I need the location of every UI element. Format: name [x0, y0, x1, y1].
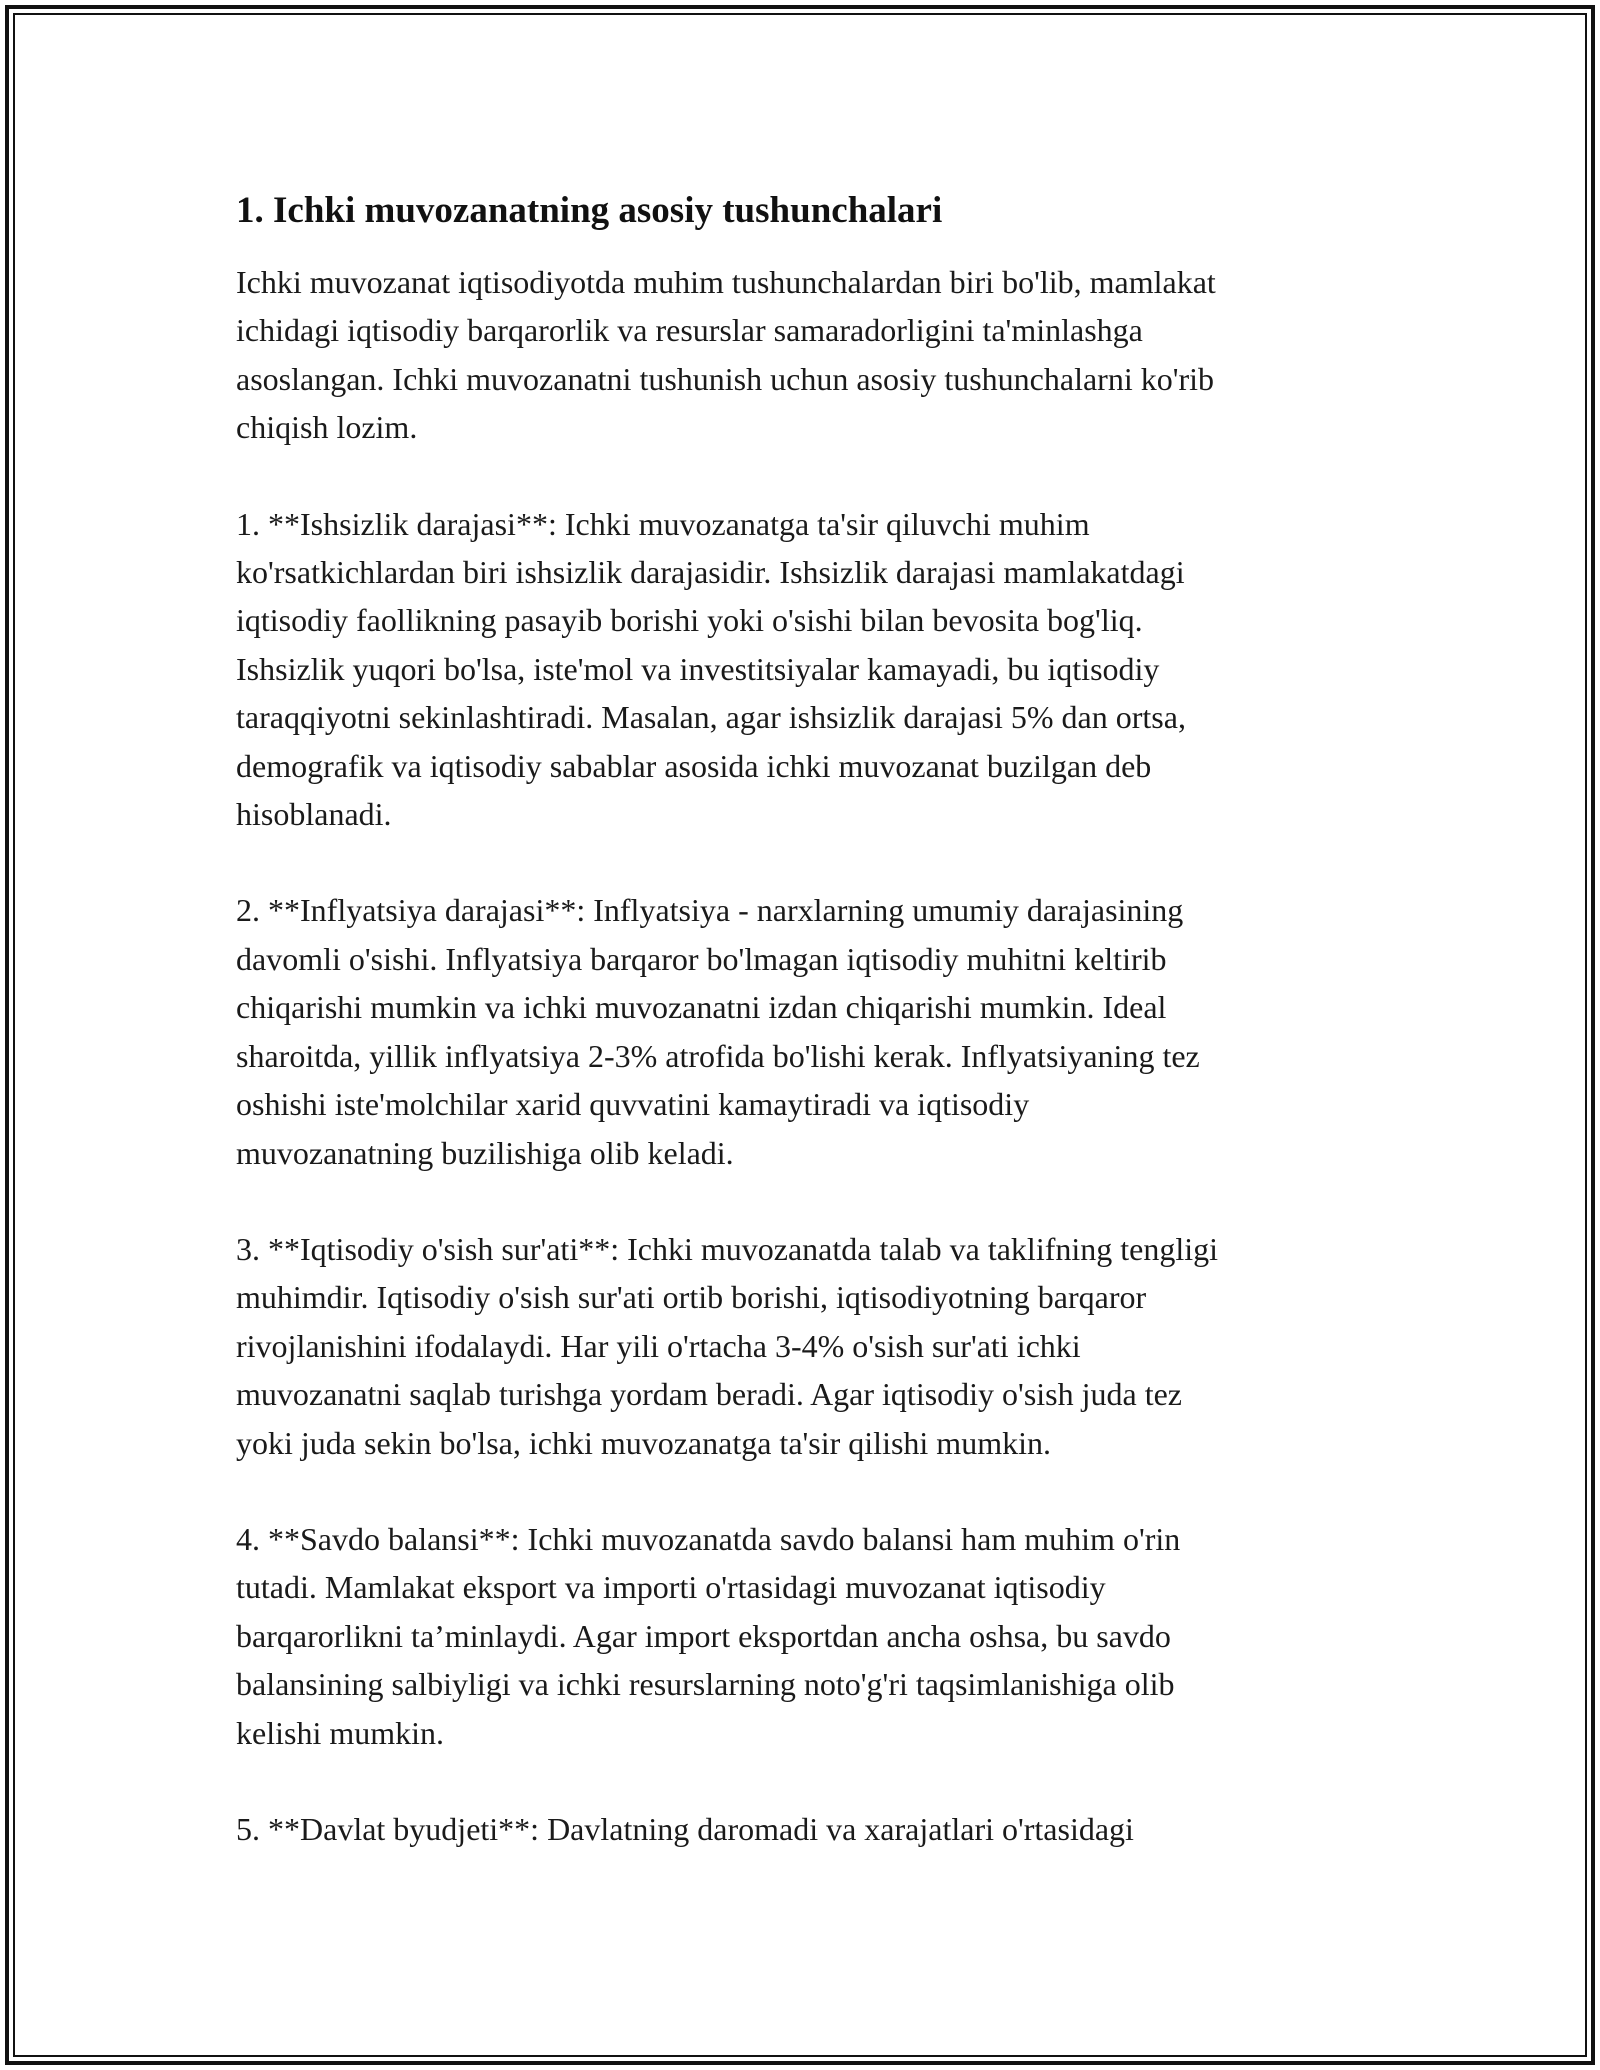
section-heading: 1. Ichki muvozanatning asosiy tushunchalari	[236, 190, 943, 231]
document-body	[236, 186, 1386, 1901]
item-growth-paragraph: 3. **Iqtisodiy o'sish sur'ati**: Ichki muvozanatda talab va taklifning tengligi muhimdir. Iqtisodiy o'sish sur'ati ortib borishi, iqtisodiyotning barqaror rivojlanishini ifodalaydi. Har yili o'rtacha 3-4% o'sish sur'ati ichki muvozanatni saqlab turishga yordam beradi. Agar iqtisodiy o'sish juda tez yoki juda sekin bo'lsa, ichki muvozanatga ta'sir qilishi mumkin.	[236, 1230, 1219, 1461]
item-inflation-paragraph: 2. **Inflyatsiya darajasi**: Inflyatsiya - narxlarning umumiy darajasining davomli o'sishi. Inflyatsiya barqaror bo'lmagan iqtisodiy muhitni keltirib chiqarishi mumkin va ichki muvozanatni izdan chiqarishi mumkin. Ideal sharoitda, yillik inflyatsiya 2-3% atrofida bo'lishi kerak. Inflyatsiyaning tez oshishi iste'molchilar xarid quvvatini kamaytiradi va iqtisodiy muvozanatning buzilishiga olib keladi.	[236, 892, 1200, 1171]
item-trade-balance-paragraph: 4. **Savdo balansi**: Ichki muvozanatda savdo balansi ham muhim o'rin tutadi. Mamlakat eksport va importi o'rtasidagi muvozanat iqtisodiy barqarorlikni ta’minlaydi. Agar import eksportdan ancha oshsa, bu savdo balansining salbiyligi va ichki resurslarning noto'g'ri taqsimlanishiga olib kelishi mumkin.	[236, 1520, 1181, 1751]
item-unemployment-paragraph: 1. **Ishsizlik darajasi**: Ichki muvozanatga ta'sir qiluvchi muhim ko'rsatkichlardan biri ishsizlik darajasidir. Ishsizlik darajasi mamlakatdagi iqtisodiy faollikning pasayib borishi yoki o'sishi bilan bevosita bog'liq. Ishsizlik yuqori bo'lsa, iste'mol va investitsiyalar kamayadi, bu iqtisodiy taraqqiyotni sekinlashtiradi. Masalan, agar ishsizlik darajasi 5% dan ortsa, demografik va iqtisodiy sabablar asosida ichki muvozanat buzilgan deb hisoblanadi.	[236, 505, 1186, 833]
intro-paragraph: Ichki muvozanat iqtisodiyotda muhim tushunchalardan biri bo'lib, mamlakat ichidagi iqtisodiy barqarorlik va resurslar samaradorligini ta'minlashga asoslangan. Ichki muvozanatni tushunish uchun asosiy tushunchalarni ko'rib chiqish lozim.	[236, 264, 1216, 446]
item-state-budget-paragraph: 5. **Davlat byudjeti**: Davlatning daromadi va xarajatlari o'rtasidagi	[236, 1810, 1134, 1847]
